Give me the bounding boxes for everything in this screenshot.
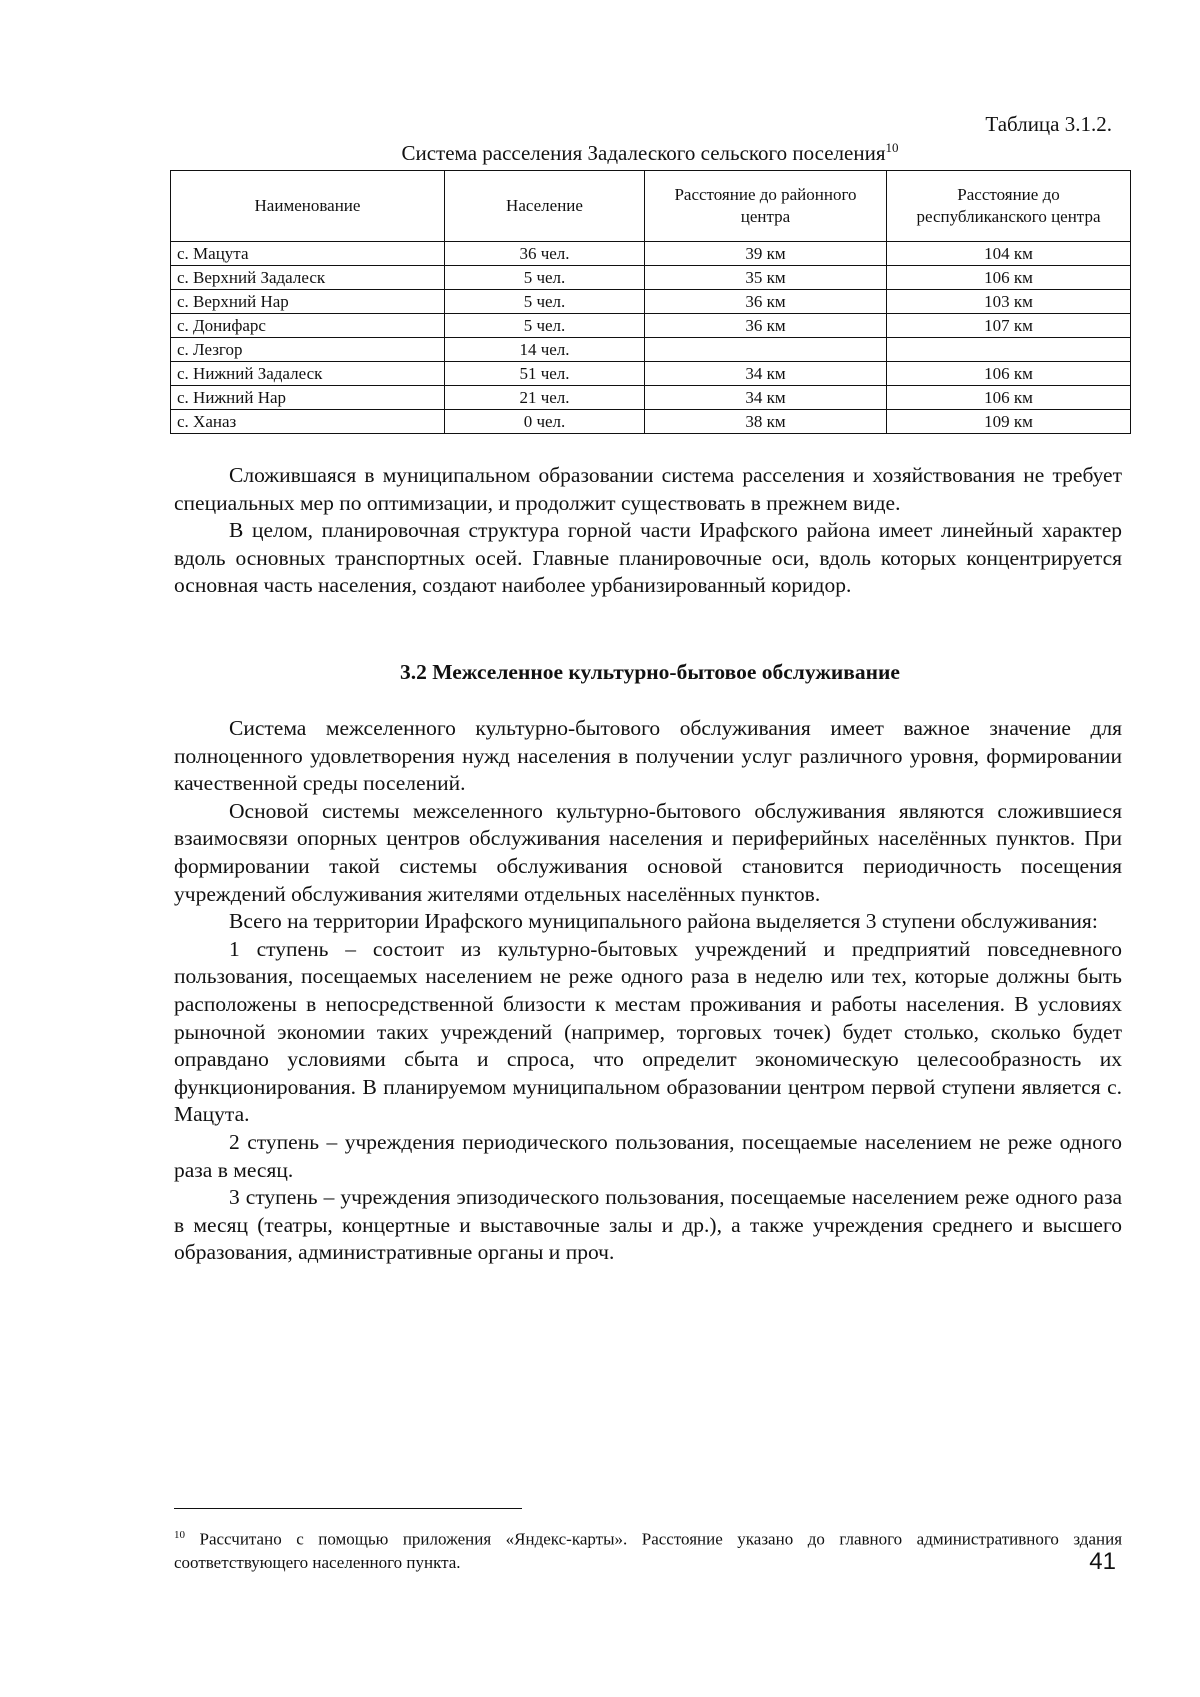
cell-district-distance: 38 км	[645, 410, 887, 434]
page-number: 41	[1089, 1548, 1116, 1575]
table-row	[171, 410, 1131, 434]
footnote-ref[interactable]: 10	[885, 140, 899, 155]
cell-district-distance: 39 км	[645, 242, 887, 266]
cell-republic-distance	[887, 338, 1131, 362]
header-population: Население	[445, 171, 645, 242]
cell-district-distance	[645, 338, 887, 362]
table-caption: Таблица 3.1.2.	[985, 112, 1112, 136]
cell-population: 5 чел.	[445, 290, 645, 314]
table-row	[171, 386, 1131, 410]
cell-republic-distance: 107 км	[887, 314, 1131, 338]
paragraph: В целом, планировочная структура горной части Ирафского района имеет линейный характер вдоль основных транспортных осей. Главные планировочные оси, вдоль которых концентрируется основная часть населения, создают наиболее урбанизированный коридор.	[174, 518, 1122, 598]
cell-name: с. Верхний Задалеск	[171, 266, 445, 290]
cell-republic-distance: 106 км	[887, 362, 1131, 386]
cell-population: 21 чел.	[445, 386, 645, 410]
cell-population: 36 чел.	[445, 242, 645, 266]
table-row	[171, 314, 1131, 338]
paragraph: Система межселенного культурно-бытового обслуживания имеет важное значение для полноценного удовлетворения нужд населения в получении услуг различного уровня, формировании качественной среды поселений.	[174, 716, 1122, 796]
cell-district-distance: 34 км	[645, 362, 887, 386]
cell-name: с. Нижний Нар	[171, 386, 445, 410]
cell-district-distance: 36 км	[645, 290, 887, 314]
paragraph: Сложившаяся в муниципальном образовании система расселения и хозяйствования не требует специальных мер по оптимизации, и продолжит существовать в прежнем виде.	[174, 463, 1122, 515]
cell-population: 5 чел.	[445, 314, 645, 338]
table-title-text: Система расселения Задалеского сельского поселения	[401, 141, 886, 165]
header-republic-distance: Расстояние до республиканского центра	[887, 171, 1131, 242]
body-text-before	[174, 462, 1122, 600]
footnote-number: 10	[174, 1529, 185, 1541]
paragraph: 1 ступень – состоит из культурно-бытовых учреждений и предприятий повседневного пользования, посещаемых населением не реже одного раза в неделю или тех, которые должны быть расположены в непосредственной близости к местам проживания и работы населения. В условиях рыночной экономии таких учреждений (например, торговых точек) будет столько, сколько будет оправдано условиями сбыта и спроса, что определит экономическую целесообразность их функционирования. В планируемом муниципальном образовании центром первой ступени является с. Мацута.	[174, 936, 1122, 1127]
cell-population: 51 чел.	[445, 362, 645, 386]
cell-name: с. Ханаз	[171, 410, 445, 434]
footnote-text: Рассчитано с помощью приложения «Яндекс-карты». Расстояние указано до главного административного здания соответствующего населенного пункта.	[174, 1529, 1123, 1572]
cell-name: с. Верхний Нар	[171, 290, 445, 314]
cell-name: с. Нижний Задалеск	[171, 362, 445, 386]
table-header-row	[171, 171, 1131, 242]
cell-population: 14 чел.	[445, 338, 645, 362]
footnote	[174, 1524, 1122, 1574]
header-district-distance: Расстояние до районного центра	[645, 171, 887, 242]
table-row	[171, 242, 1131, 266]
body-text-after	[174, 715, 1122, 1267]
section-heading: 3.2 Межселенное культурно-бытовое обслуживание	[400, 660, 900, 684]
cell-republic-distance: 104 км	[887, 242, 1131, 266]
header-name: Наименование	[171, 171, 445, 242]
footnote-divider	[174, 1508, 522, 1509]
cell-population: 5 чел.	[445, 266, 645, 290]
settlement-table	[170, 170, 1131, 434]
cell-republic-distance: 103 км	[887, 290, 1131, 314]
cell-name: с. Донифарс	[171, 314, 445, 338]
table-title	[170, 140, 1130, 166]
cell-district-distance: 35 км	[645, 266, 887, 290]
cell-district-distance: 36 км	[645, 314, 887, 338]
paragraph: 2 ступень – учреждения периодического пользования, посещаемые населением не реже одного раза в месяц.	[174, 1129, 1122, 1182]
cell-population: 0 чел.	[445, 410, 645, 434]
table-row	[171, 338, 1131, 362]
cell-district-distance: 34 км	[645, 386, 887, 410]
cell-republic-distance: 109 км	[887, 410, 1131, 434]
table-row	[171, 266, 1131, 290]
paragraph: Всего на территории Ирафского муниципального района выделяется 3 ступени обслуживания:	[229, 909, 1098, 934]
cell-republic-distance: 106 км	[887, 386, 1131, 410]
paragraph: Основой системы межселенного культурно-бытового обслуживания являются сложившиеся взаимосвязи опорных центров обслуживания населения и периферийных населённых пунктов. При формировании такой системы обслуживания основой становится периодичность посещения учреждений обслуживания жителями отдельных населённых пунктов.	[174, 798, 1122, 906]
paragraph: 3 ступень – учреждения эпизодического пользования, посещаемые населением реже одного раза в месяц (театры, концертные и выставочные залы и др.), а также учреждения среднего и высшего образования, административные органы и проч.	[174, 1185, 1122, 1265]
cell-republic-distance: 106 км	[887, 266, 1131, 290]
cell-name: с. Мацута	[171, 242, 445, 266]
table-row	[171, 362, 1131, 386]
cell-name: с. Лезгор	[171, 338, 445, 362]
table-row	[171, 290, 1131, 314]
